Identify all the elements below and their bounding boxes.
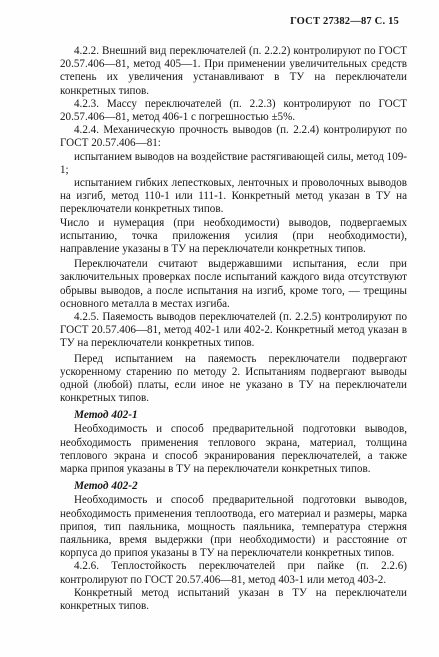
document-body bbox=[60, 45, 407, 613]
heading-method-402-1: Метод 402-1 bbox=[74, 409, 138, 422]
paragraph-pass-criteria: Переключатели считают выдержавшими испытания, если при заключительных проверках после испытаний каждого вида отсутствуют обрывы выводов, а после испытания на изгиб, кроме того, — трещины основного металла в местах изгиба. bbox=[60, 258, 407, 310]
paragraph-method-402-1: Необходимость и способ предварительной подготовки выводов, необходимость применения теплового экрана, материал, толщина теплового экрана и способ экранирования переключателей, а также марка припоя указаны в ТУ на переключатели конкретных типов. bbox=[60, 423, 407, 476]
paragraph-bend-test: испытанием гибких лепестковых, ленточных и проволочных выводов на изгиб, метод 110-1 или 111-1. Конкретный метод указан в ТУ на переключатели конкретных типов. bbox=[60, 177, 407, 216]
heading-method-402-2: Метод 402-2 bbox=[74, 480, 138, 493]
page-header: ГОСТ 27382—87 С. 15 bbox=[290, 16, 399, 27]
paragraph-4-2-2: 4.2.2. Внешний вид переключателей (п. 2.2.2) контролируют по ГОСТ 20.57.406—81, метод 405—1. При применении увеличительных средств степень их увеличения устанавливают в ТУ на переключатели конкретных типов. bbox=[60, 45, 407, 97]
paragraph-test-method: Конкретный метод испытаний указан в ТУ на переключатели конкретных типов. bbox=[60, 586, 407, 612]
paragraph-aging: Перед испытанием на паяемость переключатели подвергают ускоренному старению по методу 2. Испытаниям подвергают выводы одной (любой) платы, если иное не указано в ТУ на переключатели конкретных типов. bbox=[60, 352, 407, 405]
paragraph-method-402-2: Необходимость и способ предварительной подготовки выводов, необходимость применения теплоотвода, его материал и размеры, марка припоя, тип паяльника, мощность паяльника, температура стержня паяльника, время выдержки (при необходимости) и расстояние от корпуса до припоя указаны в ТУ на переключатели конкретных типов. bbox=[60, 494, 407, 560]
paragraph-4-2-6: 4.2.6. Теплостойкость переключателей при пайке (п. 2.2.6) контролируют по ГОСТ 20.57.406—81, метод 403-1 или метод 403-2. bbox=[60, 560, 407, 586]
paragraph-4-2-4: 4.2.4. Механическую прочность выводов (п. 2.2.4) контролируют по ГОСТ 20.57.406—81: bbox=[60, 124, 407, 150]
paragraph-4-2-3: 4.2.3. Массу переключателей (п. 2.2.3) контролируют по ГОСТ 20.57.406—81, метод 406-1 с погрешностью ±5%. bbox=[60, 97, 407, 124]
paragraph-tensile-test: испытанием выводов на воздействие растягивающей силы, метод 109-1; bbox=[60, 150, 407, 176]
paragraph-4-2-5: 4.2.5. Паяемость выводов переключателей (п. 2.2.5) контролируют по ГОСТ 20.57.406—81, метод 402-1 или 402-2. Конкретный метод указан в ТУ на переключатели конкретных типов. bbox=[60, 311, 407, 350]
paragraph-number-of-leads: Число и нумерация (при необходимости) выводов, подвергаемых испытанию, точка приложения усилия (при необходимости), направление указаны в ТУ на переключатели конкретных типов. bbox=[60, 216, 407, 256]
